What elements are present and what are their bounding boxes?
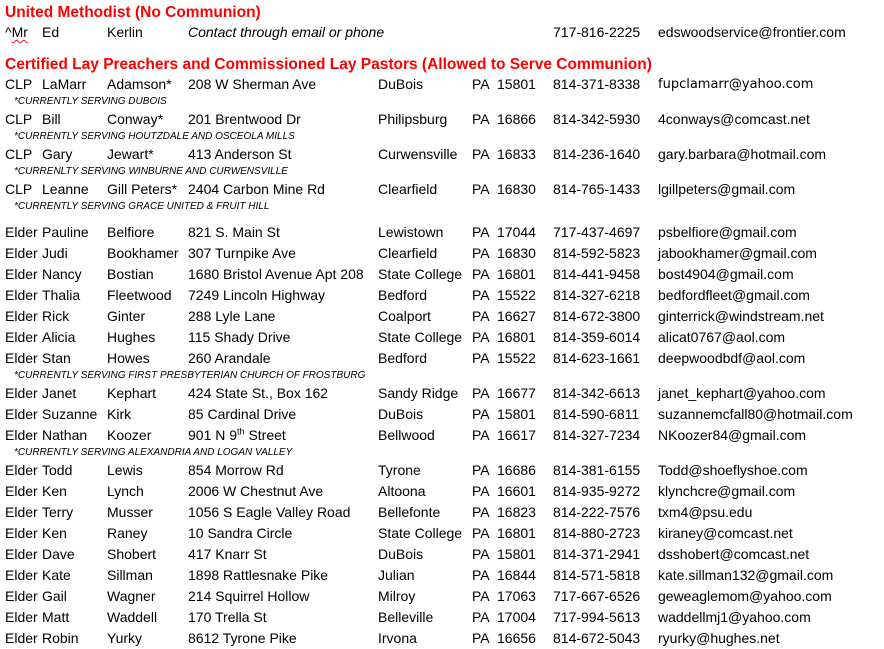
address-cell: 10 Sandra Circle [188, 525, 293, 541]
contact-row [0, 565, 884, 586]
zip-cell: 15522 [497, 287, 536, 303]
contact-row [0, 460, 884, 481]
first-name: Judi [42, 245, 68, 261]
address-cell: 2404 Carbon Mine Rd [188, 181, 325, 197]
role-cell: Elder [5, 427, 38, 443]
contact-row [0, 383, 884, 404]
email-cell: fupclamarr@yahoo.com [658, 77, 814, 92]
first-name: Todd [42, 462, 73, 478]
zip-cell: 16801 [497, 525, 536, 541]
last-name: Musser [107, 504, 153, 520]
phone-cell: 814-327-7234 [553, 427, 641, 443]
role-cell: Elder [5, 462, 38, 478]
zip-cell: 16866 [497, 111, 536, 127]
email-cell: Todd@shoeflyshoe.com [658, 462, 808, 478]
city-cell: Philipsburg [378, 111, 448, 127]
state-cell: PA [472, 245, 490, 261]
zip-cell: 16601 [497, 483, 536, 499]
state-cell: PA [472, 567, 490, 583]
phone-cell: 717-437-4697 [553, 224, 641, 240]
email-cell: deepwoodbdf@aol.com [658, 350, 806, 366]
city-cell: Clearfield [378, 181, 438, 197]
contact-row [0, 144, 884, 165]
email-cell: kate.sillman132@gmail.com [658, 567, 834, 583]
last-name: Fleetwood [107, 287, 172, 303]
city-cell: Sandy Ridge [378, 385, 459, 401]
last-name: Conway* [107, 111, 164, 127]
last-name: Bookhamer [107, 245, 179, 261]
contact-row [0, 222, 884, 243]
contact-row [0, 348, 884, 369]
zip-cell: 17004 [497, 609, 536, 625]
state-cell: PA [472, 308, 490, 324]
email-cell: bost4904@gmail.com [658, 266, 794, 282]
address-cell: 821 S. Main St [188, 224, 280, 240]
city-cell: Julian [378, 567, 415, 583]
phone-cell: 814-381-6155 [553, 462, 641, 478]
section-title-united-methodist: United Methodist (No Communion) [5, 4, 261, 21]
email-cell: ginterrick@windstream.net [658, 308, 824, 324]
phone-cell: 814-935-9272 [553, 483, 641, 499]
role-cell: Elder [5, 630, 38, 646]
phone-cell: 814-880-2723 [553, 525, 641, 541]
email-cell: waddellmj1@yahoo.com [658, 609, 811, 625]
last-name: Belfiore [107, 224, 155, 240]
city-cell [378, 22, 472, 43]
state-cell: PA [472, 181, 490, 197]
email-cell: janet_kephart@yahoo.com [658, 385, 826, 401]
address-cell: 417 Knarr St [188, 546, 267, 562]
role-cell: Elder [5, 406, 38, 422]
zip-cell: 16686 [497, 462, 536, 478]
address-cell: 424 State St., Box 162 [188, 385, 329, 401]
section-rows-united-methodist [0, 22, 884, 43]
phone-cell: 814-371-8338 [553, 76, 641, 92]
role-cell: Elder [5, 308, 38, 324]
email-cell: gary.barbara@hotmail.com [658, 146, 827, 162]
city-cell: Bedford [378, 350, 428, 366]
contact-row [0, 607, 884, 628]
contact-row [0, 327, 884, 348]
role-cell: CLP [5, 111, 33, 127]
first-name: Ken [42, 525, 67, 541]
phone-cell: 814-342-6613 [553, 385, 641, 401]
city-cell: Lewistown [378, 224, 444, 240]
last-name: Lewis [107, 462, 143, 478]
role-cell: Elder [5, 546, 38, 562]
first-name: LaMarr [42, 76, 87, 92]
address-cell: 854 Morrow Rd [188, 462, 284, 478]
phone-cell: 814-441-9458 [553, 266, 641, 282]
last-name: Waddell [107, 609, 158, 625]
role-cell: Elder [5, 266, 38, 282]
address-cell: 208 W Sherman Ave [188, 76, 317, 92]
address-cell: 2006 W Chestnut Ave [188, 483, 324, 499]
address-cell: 8612 Tyrone Pike [188, 630, 297, 646]
contact-row [0, 306, 884, 327]
zip-cell: 16844 [497, 567, 536, 583]
city-cell: State College [378, 266, 463, 282]
last-name: Gill Peters* [107, 181, 178, 197]
email-cell: suzannemcfall80@hotmail.com [658, 406, 853, 422]
currently-serving-note: *CURRENTLY SERVING ALEXANDRIA AND LOGAN VALLEY [14, 447, 293, 458]
first-name: Nathan [42, 427, 88, 443]
state-cell: PA [472, 427, 490, 443]
state-cell [472, 22, 497, 43]
phone-cell: 814-236-1640 [553, 146, 641, 162]
contact-row [0, 74, 884, 95]
zip-cell: 16801 [497, 266, 536, 282]
last-name: Sillman [107, 567, 153, 583]
email-cell: dsshobert@comcast.net [658, 546, 810, 562]
contact-row [0, 544, 884, 565]
zip-cell: 15801 [497, 406, 536, 422]
first-name: Alicia [42, 329, 76, 345]
address-cell: 1056 S Eagle Valley Road [188, 504, 351, 520]
address-cell: 170 Trella St [188, 609, 267, 625]
state-cell: PA [472, 609, 490, 625]
contact-row [0, 425, 884, 446]
city-cell: DuBois [378, 76, 424, 92]
email-cell: 4conways@comcast.net [658, 111, 810, 127]
zip-cell: 17063 [497, 588, 536, 604]
city-cell: Milroy [378, 588, 416, 604]
state-cell: PA [472, 406, 490, 422]
spellcheck-flagged-word: Mr [11, 24, 28, 40]
state-cell: PA [472, 146, 490, 162]
phone-cell: 814-571-5818 [553, 567, 641, 583]
city-cell: Bellefonte [378, 504, 441, 520]
last-name: Shobert [107, 546, 157, 562]
role-cell: Elder [5, 224, 38, 240]
phone-cell: 814-592-5823 [553, 245, 641, 261]
first-name: Gail [42, 588, 67, 604]
email-cell: ryurky@hughes.net [658, 630, 780, 646]
state-cell: PA [472, 483, 490, 499]
last-name: Wagner [107, 588, 156, 604]
first-name: Kate [42, 567, 71, 583]
last-name: Jewart* [107, 146, 154, 162]
zip-cell: 17044 [497, 224, 536, 240]
phone-cell: 814-342-5930 [553, 111, 641, 127]
zip-cell: 16627 [497, 308, 536, 324]
phone-cell: 814-623-1661 [553, 350, 641, 366]
role-cell: CLP [5, 76, 33, 92]
zip-cell: 16833 [497, 146, 536, 162]
state-cell: PA [472, 287, 490, 303]
email-cell: geweaglemom@yahoo.com [658, 588, 832, 604]
city-cell: Bedford [378, 287, 428, 303]
role-cell: Elder [5, 567, 38, 583]
state-cell: PA [472, 76, 490, 92]
phone-cell: 814-222-7576 [553, 504, 641, 520]
address-cell: 115 Shady Drive [188, 329, 291, 345]
section-rows-certified-lay-preachers [0, 74, 884, 649]
address-cell: 1898 Rattlesnake Pike [188, 567, 329, 583]
city-cell: Curwensville [378, 146, 458, 162]
last-name: Yurky [107, 630, 143, 646]
role-cell: Elder [5, 287, 38, 303]
city-cell: DuBois [378, 546, 424, 562]
contact-row [0, 404, 884, 425]
zip-cell: 15801 [497, 76, 536, 92]
first-name: Gary [42, 146, 73, 162]
state-cell: PA [472, 462, 490, 478]
zip-cell [497, 22, 553, 43]
role-cell: Elder [5, 350, 38, 366]
role-cell: Elder [5, 329, 38, 345]
state-cell: PA [472, 525, 490, 541]
address-cell: 307 Turnpike Ave [188, 245, 296, 261]
first-name: Stan [42, 350, 71, 366]
zip-cell: 16830 [497, 181, 536, 197]
contact-row [0, 523, 884, 544]
email-cell: txm4@psu.edu [658, 504, 753, 520]
state-cell: PA [472, 329, 490, 345]
email-cell: alicat0767@aol.com [658, 329, 786, 345]
city-cell: State College [378, 525, 463, 541]
ordinal-suffix: th [237, 426, 245, 437]
address-cell: 413 Anderson St [188, 146, 292, 162]
role-cell: Elder [5, 385, 38, 401]
zip-cell: 16830 [497, 245, 536, 261]
email-cell: jabookhamer@gmail.com [658, 245, 817, 261]
state-cell: PA [472, 266, 490, 282]
role-cell: Elder [5, 245, 38, 261]
contact-row [0, 502, 884, 523]
currently-serving-note: *CURRENTLY SERVING GRACE UNITED & FRUIT HILL [14, 201, 270, 212]
last-name: Kephart [107, 385, 157, 401]
zip-cell: 16801 [497, 329, 536, 345]
currently-serving-note: *CURRENTLY SERVING HOUTZDALE AND OSCEOLA MILLS [14, 131, 295, 142]
state-cell: PA [472, 385, 490, 401]
contact-row [0, 264, 884, 285]
contact-row [0, 109, 884, 130]
contact-row [0, 586, 884, 607]
last-name: Kirk [107, 406, 132, 422]
first-name: Terry [42, 504, 74, 520]
phone-cell: 814-672-5043 [553, 630, 641, 646]
phone-cell: 814-371-2941 [553, 546, 641, 562]
address-cell: 7249 Lincoln Highway [188, 287, 325, 303]
email-cell: edswoodservice@frontier.com [658, 24, 846, 40]
role-cell: CLP [5, 146, 33, 162]
first-name: Dave [42, 546, 75, 562]
phone-cell: 814-590-6811 [553, 406, 640, 422]
first-name: Nancy [42, 266, 82, 282]
email-cell: psbelfiore@gmail.com [658, 224, 797, 240]
last-name: Ginter [107, 308, 146, 324]
email-cell: NKoozer84@gmail.com [658, 427, 807, 443]
last-name: Lynch [107, 483, 144, 499]
state-cell: PA [472, 504, 490, 520]
first-name: Suzanne [42, 406, 98, 422]
last-name: Adamson* [107, 76, 172, 92]
zip-cell: 15801 [497, 546, 536, 562]
first-name: Leanne [42, 181, 89, 197]
last-name: Howes [107, 350, 150, 366]
state-cell: PA [472, 350, 490, 366]
zip-cell: 16677 [497, 385, 536, 401]
city-cell: State College [378, 329, 463, 345]
state-cell: PA [472, 546, 490, 562]
first-name: Ed [42, 24, 60, 40]
city-cell: Irvona [378, 630, 417, 646]
zip-cell: 16823 [497, 504, 536, 520]
phone-cell: 814-672-3800 [553, 308, 641, 324]
address-cell: 214 Squirrel Hollow [188, 588, 310, 604]
contact-row [0, 22, 884, 43]
first-name: Bill [42, 111, 61, 127]
contact-row [0, 285, 884, 306]
first-name: Pauline [42, 224, 89, 240]
first-name: Rick [42, 308, 70, 324]
first-name: Ken [42, 483, 67, 499]
email-cell: klynchcre@gmail.com [658, 483, 796, 499]
phone-cell: 814-765-1433 [553, 181, 641, 197]
state-cell: PA [472, 224, 490, 240]
currently-serving-note: *CURRENTLY SERVING FIRST PRESBYTERIAN CHURCH OF FROSTBURG [14, 370, 366, 381]
role-cell: Elder [5, 588, 38, 604]
first-name: Matt [42, 609, 70, 625]
address-cell: 1680 Bristol Avenue Apt 208 [188, 266, 364, 282]
address-cell: 901 N 9th Street [188, 426, 286, 443]
role-cell: Elder [5, 483, 38, 499]
role-cell: Elder [5, 609, 38, 625]
currently-serving-note: *CURRENLTY SERVING WINBURNE AND CURWENSVILLE [14, 166, 288, 177]
role-cell: Elder [5, 525, 38, 541]
role-cell: ^Mr [5, 24, 28, 40]
contact-row [0, 179, 884, 200]
contact-row [0, 628, 884, 649]
state-cell: PA [472, 111, 490, 127]
role-cell: CLP [5, 181, 33, 197]
address-cell: 260 Arandale [188, 350, 271, 366]
contact-row [0, 243, 884, 264]
city-cell: Altoona [378, 483, 426, 499]
phone-cell: 717-816-2225 [553, 24, 641, 40]
first-name: Janet [42, 385, 77, 401]
zip-cell: 16617 [497, 427, 536, 443]
first-name: Thalia [42, 287, 81, 303]
phone-cell: 717-994-5613 [553, 609, 641, 625]
zip-cell: 15522 [497, 350, 536, 366]
lay-preacher-directory-document [0, 4, 884, 649]
last-name: Kerlin [107, 24, 143, 40]
address-cell: 201 Brentwood Dr [188, 111, 301, 127]
city-cell: Coalport [378, 308, 431, 324]
phone-cell: 717-667-6526 [553, 588, 641, 604]
email-cell: kiraney@comcast.net [658, 525, 793, 541]
city-cell: Tyrone [378, 462, 421, 478]
address-cell: 288 Lyle Lane [188, 308, 276, 324]
address-cell: 85 Cardinal Drive [188, 406, 297, 422]
contact-row [0, 481, 884, 502]
state-cell: PA [472, 630, 490, 646]
city-cell: DuBois [378, 406, 424, 422]
email-cell: bedfordfleet@gmail.com [658, 287, 810, 303]
state-cell: PA [472, 588, 490, 604]
last-name: Koozer [107, 427, 152, 443]
phone-cell: 814-359-6014 [553, 329, 641, 345]
email-cell: lgillpeters@gmail.com [658, 181, 796, 197]
city-cell: Clearfield [378, 245, 438, 261]
role-cell: Elder [5, 504, 38, 520]
last-name: Raney [107, 525, 148, 541]
section-title-certified-lay-preachers: Certified Lay Preachers and Commissioned Lay Pastors (Allowed to Serve Communion) [5, 56, 652, 73]
currently-serving-note: *CURRENTLY SERVING DUBOIS [14, 96, 167, 107]
last-name: Bostian [107, 266, 154, 282]
city-cell: Bellwood [378, 427, 435, 443]
address-cell [188, 22, 385, 43]
last-name: Hughes [107, 329, 156, 345]
contact-method-note: Contact through email or phone [188, 24, 385, 40]
first-name: Robin [42, 630, 79, 646]
phone-cell: 814-327-6218 [553, 287, 641, 303]
city-cell: Belleville [378, 609, 434, 625]
zip-cell: 16656 [497, 630, 536, 646]
